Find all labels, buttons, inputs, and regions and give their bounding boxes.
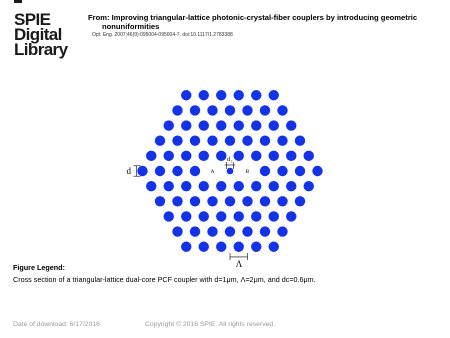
air-hole (286, 151, 296, 161)
air-hole (242, 226, 252, 236)
air-hole (181, 242, 191, 252)
air-hole (234, 151, 244, 161)
air-hole (216, 90, 226, 100)
air-hole (260, 226, 270, 236)
air-hole (190, 196, 200, 206)
air-hole (164, 181, 174, 191)
air-hole (216, 181, 226, 191)
air-hole (225, 196, 235, 206)
article-header (88, 13, 443, 39)
air-hole (199, 120, 209, 130)
air-hole (260, 136, 270, 146)
air-hole (190, 166, 200, 176)
air-hole (269, 120, 279, 130)
air-hole (225, 105, 235, 115)
air-hole (181, 120, 191, 130)
air-hole (199, 90, 209, 100)
air-hole (277, 136, 287, 146)
air-hole (269, 242, 279, 252)
air-hole (164, 211, 174, 221)
air-hole (190, 136, 200, 146)
air-hole (155, 196, 165, 206)
logo-accent-bar (14, 0, 22, 3)
pcf-cross-section-figure (118, 94, 338, 269)
air-hole (199, 211, 209, 221)
air-hole (260, 196, 270, 206)
air-hole (207, 226, 217, 236)
air-hole (146, 151, 156, 161)
air-hole (234, 242, 244, 252)
air-hole (260, 105, 270, 115)
air-hole (181, 211, 191, 221)
air-hole (172, 105, 182, 115)
air-hole (199, 242, 209, 252)
air-hole (207, 105, 217, 115)
air-hole (216, 242, 226, 252)
air-hole (251, 90, 261, 100)
air-hole (312, 166, 322, 176)
air-hole (146, 181, 156, 191)
spie-digital-library-logo (14, 0, 72, 57)
air-hole (155, 166, 165, 176)
air-hole (242, 196, 252, 206)
air-hole (251, 242, 261, 252)
download-date: Date of download: 6/17/2016 (13, 321, 100, 328)
air-hole (216, 211, 226, 221)
page-footer (13, 321, 276, 328)
figure-legend (13, 263, 443, 285)
core-b-label: B (245, 169, 250, 175)
air-hole (155, 136, 165, 146)
air-hole (199, 151, 209, 161)
article-title-continuation: nonuniformities (102, 22, 160, 31)
core-a-label: A (210, 169, 215, 175)
lattice-pitch-label: Λ (235, 258, 243, 269)
air-hole (295, 136, 305, 146)
logo-word-library: Library (14, 40, 68, 59)
air-hole (286, 211, 296, 221)
air-hole (225, 226, 235, 236)
air-hole (242, 105, 252, 115)
air-hole (286, 120, 296, 130)
air-hole (225, 136, 235, 146)
air-hole (199, 181, 209, 191)
air-hole (207, 196, 217, 206)
air-hole (172, 226, 182, 236)
air-hole (216, 151, 226, 161)
core-hole-diameter-subscript: c (230, 158, 233, 164)
air-hole (260, 166, 270, 176)
air-hole (251, 151, 261, 161)
air-hole (277, 105, 287, 115)
article-citation: Opt. Eng. 2007;46(9):095004-095004-7. doi:10.1117/1.2783388 (92, 32, 233, 38)
air-hole (251, 120, 261, 130)
air-hole (216, 120, 226, 130)
air-hole (269, 211, 279, 221)
logo-word-digital: Digital (14, 25, 62, 44)
air-hole (295, 166, 305, 176)
air-hole (181, 151, 191, 161)
article-title: From: Improving triangular-lattice photonic-crystal-fiber couplers by introducing geometric (88, 13, 418, 22)
air-hole (234, 90, 244, 100)
figure-legend-text: Cross section of a triangular-lattice dual-core PCF coupler with d=1μm, Λ=2μm, and dc=0.6μm. (13, 275, 316, 284)
air-hole (207, 136, 217, 146)
air-hole (190, 105, 200, 115)
air-hole (251, 211, 261, 221)
air-hole (172, 196, 182, 206)
coupling-hole (227, 168, 234, 175)
air-hole (164, 120, 174, 130)
pcf-lattice-diagram (118, 94, 338, 269)
copyright-notice: Copyright © 2016 SPIE. All rights reserved. (145, 321, 276, 328)
air-hole (295, 196, 305, 206)
air-hole (269, 90, 279, 100)
air-hole (137, 166, 147, 176)
air-hole (277, 226, 287, 236)
air-hole (181, 181, 191, 191)
logo-word-spie: SPIE (14, 10, 51, 29)
air-hole (304, 151, 314, 161)
air-hole (234, 181, 244, 191)
air-hole (242, 136, 252, 146)
figure-legend-heading: Figure Legend: (13, 263, 65, 272)
air-hole (277, 196, 287, 206)
air-hole (181, 90, 191, 100)
air-hole (164, 151, 174, 161)
air-hole (277, 166, 287, 176)
air-hole (304, 181, 314, 191)
core-hole-diameter-label: d (227, 156, 231, 163)
air-hole (269, 151, 279, 161)
air-hole (286, 181, 296, 191)
air-hole (190, 226, 200, 236)
air-hole (234, 211, 244, 221)
air-hole (234, 120, 244, 130)
air-hole (251, 181, 261, 191)
air-hole (172, 136, 182, 146)
air-hole (269, 181, 279, 191)
hole-diameter-label: d (126, 166, 131, 176)
air-hole (172, 166, 182, 176)
air-hole-lattice (137, 90, 322, 252)
